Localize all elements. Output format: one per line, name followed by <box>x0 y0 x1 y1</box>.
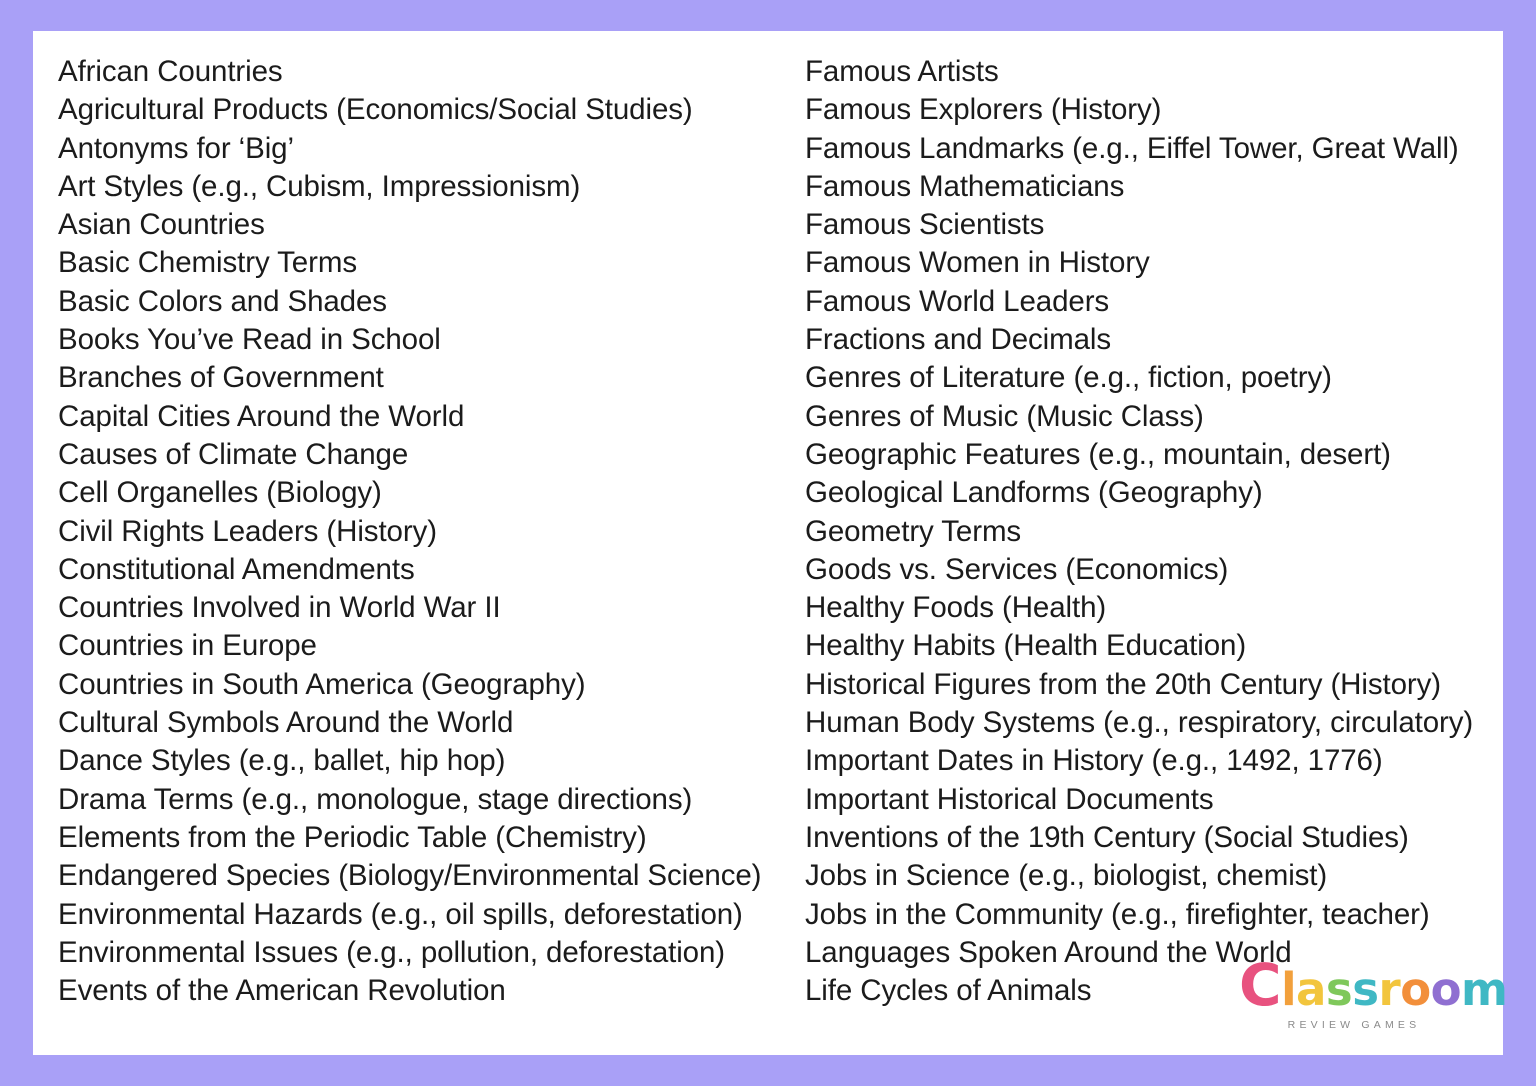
list-item: Inventions of the 19th Century (Social Studies) <box>805 820 1409 854</box>
list-item: Capital Cities Around the World <box>58 399 465 433</box>
list-item: Famous Women in History <box>805 246 1150 280</box>
list-item: Cultural Symbols Around the World <box>58 706 514 740</box>
list-item: Art Styles (e.g., Cubism, Impressionism) <box>58 169 581 203</box>
list-item: Geometry Terms <box>805 514 1022 548</box>
list-item: Books You’ve Read in School <box>58 323 441 357</box>
list-item: Famous Landmarks (e.g., Eiffel Tower, Great Wall) <box>805 131 1459 165</box>
logo-letter: o <box>1400 963 1431 1016</box>
list-item: Countries in Europe <box>58 629 317 663</box>
list-item: Historical Figures from the 20th Century (History) <box>805 667 1441 701</box>
list-item: Famous Artists <box>805 55 999 88</box>
topic-column-right <box>775 53 1503 1055</box>
list-item: Countries in South America (Geography) <box>58 667 586 701</box>
list-item: Dance Styles (e.g., ballet, hip hop) <box>58 744 506 778</box>
logo-letter: s <box>1352 963 1379 1016</box>
list-item: Civil Rights Leaders (History) <box>58 514 437 548</box>
logo-letter: l <box>1281 963 1297 1016</box>
list-item: Asian Countries <box>58 208 265 242</box>
list-item: Agricultural Products (Economics/Social Studies) <box>58 93 693 127</box>
list-item: Environmental Hazards (e.g., oil spills, deforestation) <box>58 897 743 931</box>
list-item: Environmental Issues (e.g., pollution, deforestation) <box>58 935 726 969</box>
list-item: Healthy Foods (Health) <box>805 591 1107 625</box>
list-item: Healthy Habits (Health Education) <box>805 629 1247 663</box>
logo-letter: a <box>1296 963 1326 1016</box>
logo-letter: m <box>1461 963 1508 1016</box>
list-item: Jobs in Science (e.g., biologist, chemist) <box>805 859 1328 893</box>
list-item: Famous Scientists <box>805 208 1045 242</box>
list-item: Life Cycles of Animals <box>805 974 1092 1008</box>
logo-wordmark <box>1239 951 1508 1019</box>
list-item: Elements from the Periodic Table (Chemistry) <box>58 820 647 854</box>
logo-letter: s <box>1325 963 1353 1016</box>
list-item: Basic Chemistry Terms <box>58 246 357 280</box>
list-item: Drama Terms (e.g., monologue, stage directions) <box>58 782 693 816</box>
list-item: Branches of Government <box>58 361 384 395</box>
list-item: Fractions and Decimals <box>805 323 1112 357</box>
list-item: Basic Colors and Shades <box>58 284 387 318</box>
list-item: Important Dates in History (e.g., 1492, 1776) <box>805 744 1383 778</box>
list-item: Jobs in the Community (e.g., firefighter, teacher) <box>805 897 1430 931</box>
list-item: Genres of Music (Music Class) <box>805 399 1204 433</box>
list-item: Constitutional Amendments <box>58 552 415 586</box>
logo-letter: C <box>1239 951 1282 1019</box>
list-item: Languages Spoken Around the World <box>805 935 1292 969</box>
logo-letter: r <box>1378 963 1401 1016</box>
topic-column-left <box>33 53 775 1055</box>
list-item: Famous Mathematicians <box>805 169 1125 203</box>
list-item: Events of the American Revolution <box>58 974 506 1008</box>
list-item: Cell Organelles (Biology) <box>58 476 382 510</box>
list-item: Important Historical Documents <box>805 782 1214 816</box>
classroom-review-games-logo <box>1239 951 1508 1031</box>
list-item: Geological Landforms (Geography) <box>805 476 1263 510</box>
list-item: Human Body Systems (e.g., respiratory, circulatory) <box>805 706 1474 740</box>
list-item: Causes of Climate Change <box>58 437 409 471</box>
list-item: Famous World Leaders <box>805 284 1110 318</box>
list-item: Geographic Features (e.g., mountain, desert) <box>805 437 1391 471</box>
list-item: Countries Involved in World War II <box>58 591 501 625</box>
topic-columns <box>33 31 1503 1055</box>
logo-subtitle: REVIEW GAMES <box>1287 1019 1421 1031</box>
list-item: Goods vs. Services (Economics) <box>805 552 1229 586</box>
list-item: African Countries <box>58 55 283 88</box>
list-item: Antonyms for ‘Big’ <box>58 131 294 165</box>
list-item: Genres of Literature (e.g., fiction, poetry) <box>805 361 1332 395</box>
worksheet-sheet <box>33 31 1508 1055</box>
logo-letter: o <box>1430 963 1462 1016</box>
list-item: Endangered Species (Biology/Environmental Science) <box>58 859 762 893</box>
list-item: Famous Explorers (History) <box>805 93 1162 127</box>
